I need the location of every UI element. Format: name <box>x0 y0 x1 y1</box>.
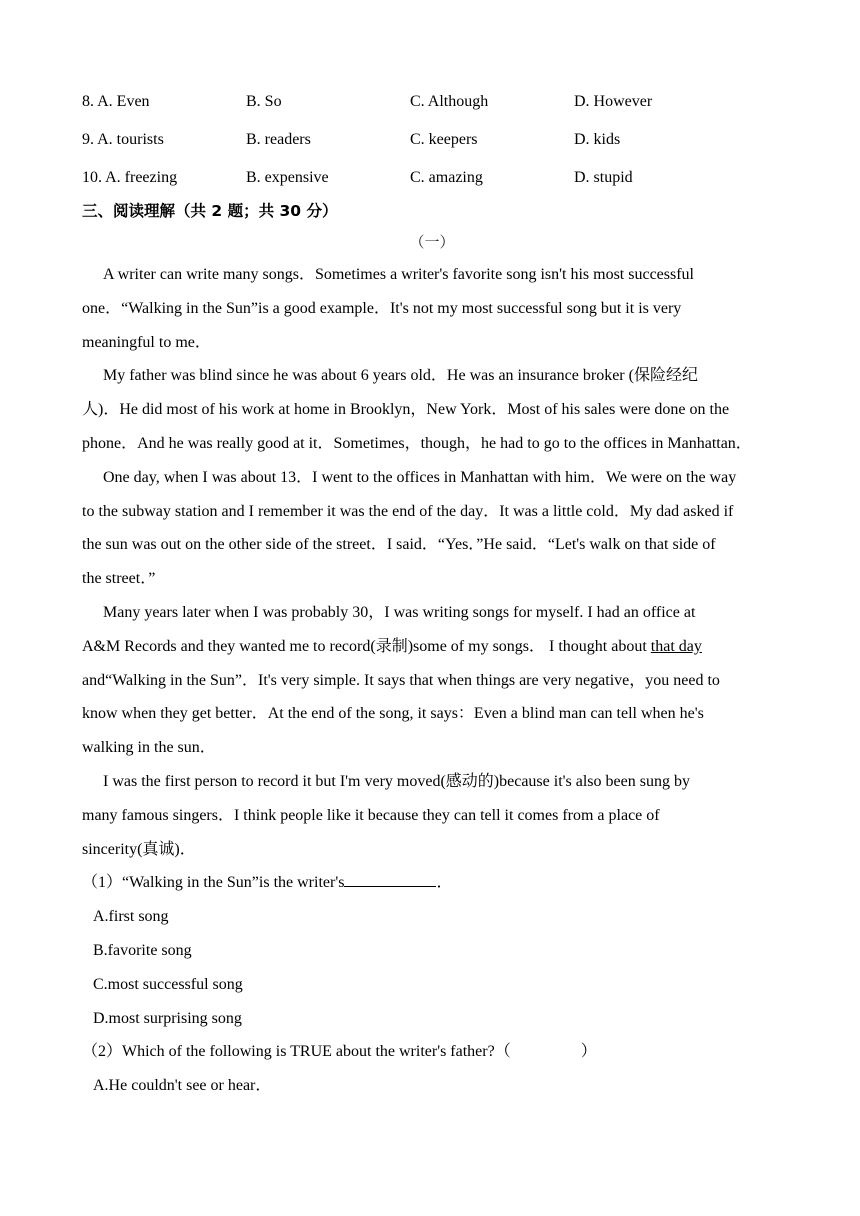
cloze-option-row <box>82 164 782 202</box>
section-title: 三、阅读理解（共 2 题；共 30 分） <box>82 202 338 220</box>
paragraph-line: One day, when I was about 13．I went to the offices in Manhattan with him．We were on the way <box>103 468 737 486</box>
option-d: D. kids <box>574 131 621 148</box>
paragraph <box>82 359 782 460</box>
question-stem <box>82 866 782 900</box>
option-d: D. However <box>574 93 653 110</box>
cloze-option-row <box>82 126 782 164</box>
paragraph-line: phone．And he was really good at it．Sometimes，though，he had to go to the offices in Manhattan． <box>82 434 752 452</box>
option-b: B. expensive <box>246 169 329 186</box>
paragraph-line: one．“Walking in the Sun”is a good example．It's not my most successful song but it is very <box>82 299 682 317</box>
paragraph-line: walking in the sun． <box>82 739 216 757</box>
answer-option[interactable]: C.most successful song <box>93 975 243 993</box>
paragraph-line: the sun was out on the other side of the street．I said．“Yes．”He said．“Let's walk on that side of <box>82 536 716 554</box>
paragraph-line: the street．” <box>82 570 156 588</box>
paragraph <box>82 461 782 596</box>
cloze-options <box>82 88 782 202</box>
option-c: C. amazing <box>410 169 483 186</box>
underlined-phrase: that day <box>650 637 702 655</box>
answer-option[interactable]: D.most surprising song <box>93 1009 242 1027</box>
question-stem <box>82 1035 782 1069</box>
document-page <box>82 88 782 1103</box>
question-stem-end: ． <box>436 874 453 892</box>
paragraph-line <box>82 630 782 664</box>
option-a: 9. A. tourists <box>82 131 164 148</box>
option-b: B. readers <box>246 131 311 148</box>
paragraph-line: Many years later when I was probably 30，I was writing songs for myself. I had an office at <box>103 603 696 621</box>
question-stem-end: ） <box>580 1043 597 1061</box>
option-c: C. keepers <box>410 131 478 148</box>
paragraph-line-text: A&M Records and they wanted me to record(录制)some of my songs． I thought about <box>82 637 651 655</box>
paragraph-line: to the subway station and I remember it was the end of the day．It was a little cold．My dad asked if <box>82 502 734 520</box>
answer-blank[interactable] <box>344 870 436 887</box>
paragraph-line: meaningful to me． <box>82 333 211 351</box>
question-stem-text: （2）Which of the following is TRUE about the writer's father?（ <box>82 1043 511 1061</box>
cloze-option-row <box>82 88 782 126</box>
passage-number: （一） <box>409 235 455 251</box>
paragraph-line: My father was blind since he was about 6 years old．He was an insurance broker (保险经纪 <box>103 367 698 385</box>
paragraph-line: and“Walking in the Sun”．It's very simple. It says that when things are very negative，you need to <box>82 671 720 689</box>
paragraph-line: 人)．He did most of his work at home in Brooklyn，New York．Most of his sales were done on the <box>82 401 730 419</box>
question-stem-text: （1）“Walking in the Sun”is the writer's <box>82 874 345 892</box>
question-1 <box>82 866 782 1035</box>
answer-option[interactable]: A.He couldn't see or hear． <box>93 1077 272 1095</box>
paragraph-line: sincerity(真诚)． <box>82 840 196 858</box>
paragraph-line: many famous singers．I think people like it because they can tell it comes from a place of <box>82 806 660 824</box>
answer-option[interactable]: B.favorite song <box>93 941 192 959</box>
answer-option[interactable]: A.first song <box>93 908 169 926</box>
option-c: C. Although <box>410 93 489 110</box>
paragraph-line: I was the first person to record it but I'm very moved(感动的)because it's also been sung by <box>103 772 690 790</box>
option-a: 10. A. freezing <box>82 169 178 186</box>
paragraph-line: know when they get better．At the end of the song, it says：Even a blind man can tell when he's <box>82 705 704 723</box>
paragraph-line: A writer can write many songs．Sometimes a writer's favorite song isn't his most successful <box>103 266 694 283</box>
option-a: 8. A. Even <box>82 93 150 110</box>
option-b: B. So <box>246 93 282 110</box>
paragraph <box>82 258 782 359</box>
question-2 <box>82 1035 782 1103</box>
passage <box>82 258 782 866</box>
paragraph <box>82 765 782 866</box>
paragraph <box>82 596 782 765</box>
option-d: D. stupid <box>574 169 633 186</box>
